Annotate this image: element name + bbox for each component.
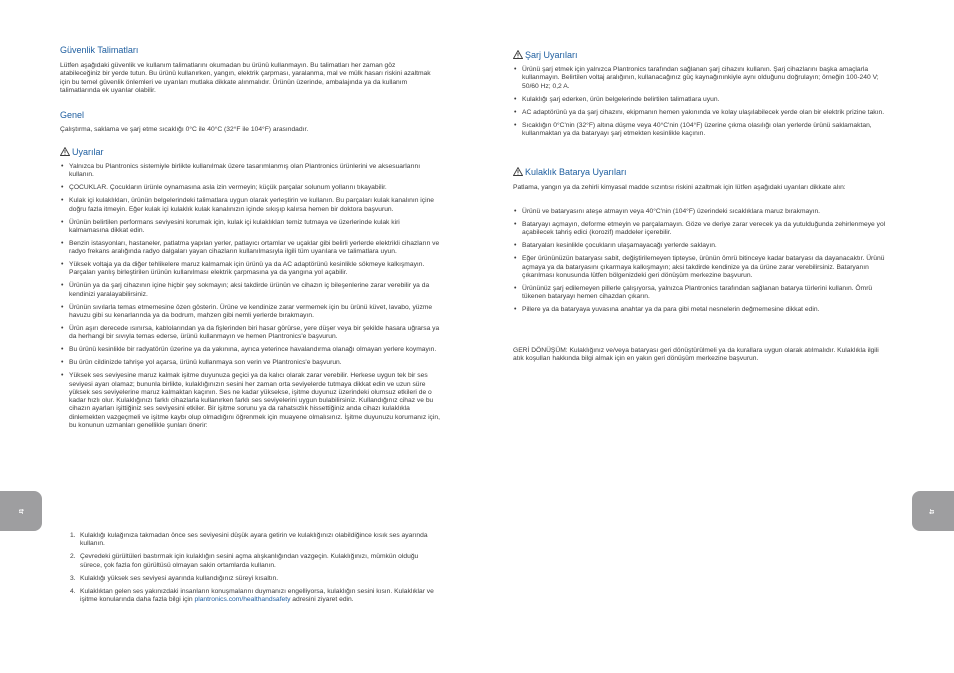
battery-heading-text: Kulaklık Batarya Uyarıları: [525, 167, 627, 177]
list-item: • Bu ürünü kesinlikle bir radyatörün üzerine ya da yakınına, ayrıca yeterince havalandırma olanağı olmayan yerlere koymayın.: [60, 346, 440, 354]
recycle-note: GERİ DÖNÜŞÜM: Kulaklığınız ve/veya bataryası geri dönüştürülmeli ya da kurallara uygun olarak atılmalıdır. Kulaklıkla ilgili atık koşulları hakkında bilgi almak için en yakın geri dönüşüm merkezine başvurun.: [513, 347, 879, 363]
list-item: • Kulaklığı şarj ederken, ürün belgelerinde belirtilen talimatlara uyun.: [513, 96, 889, 104]
list-item: • Eğer ürününüzün bataryası sabit, değiştirilemeyen tipteyse, ürünün ömrü bitinceye kadar bataryası da dayanacaktır. Ürünü açmaya ya da bataryasını çıkarmaya kalkışmayın; aksi takdirde kendinize ya da ürüne zarar verebilirsiniz. Bataryanın çıkarılması konusunda lütfen bölgenizdeki geri dönüşüm merkezine başvurun.: [513, 255, 889, 280]
list-item: • Yüksek ses seviyesine maruz kalmak işitme duyunuza geçici ya da kalıcı olarak zarar verebilir. Herkese uygun tek bir ses seviyesi ayarı olamaz; bununla birlikte, kulaklığınızın sesini her zaman orta seviyelerde tutmaya dikkat edin ve uzun süre yüksek ses seviyelerine maruz kalmaktan kaçının. Ses ne kadar yüksekse, işitme duyunuz üzerindeki olumsuz etkileri de o kadar hızlı olur. Kulaklığınızı farklı cihazlarla kullanırken farklı ses seviyelerini uygun bulabilirsiniz. Kullandığınız cihaz ve bu cihazın ayarları işittiğiniz ses seviyesini etkiler. Bir işitme sorunu ya da rahatsızlık hissettiğiniz anda cihazı kulaklıkla dinlemekten vazgeçmeli ve işitme kaybı olup olmadığını öğrenmek için muayene olmalısınız. İşitme duyunuzu korumanız için, bu konunun uzmanları genellikle şunları önerir:: [60, 372, 440, 430]
list-item: • Ürününüz şarj edilemeyen pillerle çalışıyorsa, yalnızca Plantronics tarafından sağlanan batarya türlerini kullanın. Ömrü tükenen bataryayı hemen cihazdan çıkarın.: [513, 285, 889, 302]
warnings-heading-text: Uyarılar: [72, 147, 104, 157]
item-number: 4.: [70, 587, 76, 595]
charging-heading: [513, 50, 578, 62]
language-tab-left: [0, 491, 42, 531]
safety-body: Lütfen aşağıdaki güvenlik ve kullanım talimatlarını okumadan bu ürünü kullanmayın. Bu talimatları her zaman göz atabileceğiniz bir yerde tutun. Bu ürünü kullanırken, yangın, elektrik çarpması, yaralanma, mal ve mülk hasarı riskini azaltmak için bu temel güvenlik önlemleri ve uyarıları mutlaka dikkate alınmalıdır. Ürünün üzerinde, ambalajında ya da kullanım talimatlarında ek uyarılar olabilir.: [60, 62, 431, 94]
numbered-item: [70, 532, 440, 549]
numbered-item: [70, 575, 440, 583]
battery-heading: [513, 167, 627, 179]
list-item: • Yüksek voltaja ya da diğer tehlikelere maruz kalmamak için ürünü ya da AC adaptörünü kesinlikle sökmeye kalkışmayın. Parçaları yanlış birleştirilen ürünün kullanılması elektrik çarpmasına ya da yangına yol açabilir.: [60, 261, 440, 278]
list-item: • Ürünün sıvılarla temas etmemesine özen gösterin. Ürüne ve kendinize zarar vermemek için bu ürünü küvet, lavabo, yüzme havuzu gibi su kenarlarında ya da bodrum, mahzen gibi nemli yerlerde bırakmayın.: [60, 304, 440, 321]
general-body: Çalıştırma, saklama ve şarj etme sıcaklığı 0°C ile 40°C (32°F ile 104°F) arasındadır.: [60, 126, 309, 133]
safety-heading: Güvenlik Talimatları: [60, 45, 139, 55]
warnings-heading: [60, 147, 104, 159]
charging-list: [513, 66, 889, 143]
hearing-tips-list: [70, 532, 440, 609]
list-item: • Ürün aşırı derecede ısınırsa, kablolarından ya da fişlerinden biri hasar görürse, yere düşer veya bir şekilde hasara uğrarsa ya da herhangi bir sıvıyla temas ederse, ürünü kullanmayın ve hemen Plantronics'e başvurun.: [60, 325, 440, 342]
list-item: • ÇOCUKLAR. Çocukların ürünle oynamasına asla izin vermeyin; küçük parçalar solunum yollarını tıkayabilir.: [60, 184, 440, 192]
numbered-item: [70, 588, 440, 605]
list-item: • Kulak içi kulaklıkları, ürünün belgelerindeki talimatlara uygun olarak yerleştirin ve kullanın. Bu parçaları kulak kanalının içine doğru fazla itmeyin. Eğer kulak içi kulaklık kulak kanalınızın içinde sıkışıp kalırsa hemen bir doktora başvurun.: [60, 197, 440, 214]
warnings-list: [60, 163, 440, 435]
item-number: 3.: [70, 574, 76, 582]
item-number: 2.: [70, 553, 76, 561]
item-text: Kulaklıktan gelen ses yakınızdaki insanların konuşmalarını duymanızı engelliyorsa, kulaklığın sesini kısın. Kulaklıklar ve işitme konularında daha fazla bilgi için: [80, 587, 434, 603]
warning-triangle-icon: [513, 167, 523, 179]
item-text: Kulaklığı kulağınıza takmadan önce ses seviyesini düşük ayara getirin ve kulaklığınızı olabildiğince kısık ses ayarında kullanın.: [80, 532, 428, 548]
list-item: • Ürünün belirtilen performans seviyesini korumak için, kulak içi kulaklıkları temiz tutmaya ve üzerlerinde kulak kiri kalmamasına dikkat edin.: [60, 219, 440, 236]
item-text: Kulaklığı yüksek ses seviyesi ayarında kullandığınız süreyi kısaltın.: [80, 574, 279, 582]
list-item: • Bataryayı açmayın, deforme etmeyin ve parçalamayın. Göze ve deriye zarar verecek ya da yutulduğunda zehirlenmeye yol açabilecek tahriş edici (korozif) maddeler içerebilir.: [513, 221, 889, 238]
list-item: • Ürünün ya da şarj cihazının içine hiçbir şey sokmayın; aksi takdirde ürünün ve cihazın iç bileşenlerine zarar verebilir ya da kendinizi yaralayabilirsiniz.: [60, 282, 440, 299]
list-item: • AC adaptörünü ya da şarj cihazını, ekipmanın hemen yakınında ve kolay ulaşılabilecek yerde olan bir elektrik prizine takın.: [513, 109, 889, 117]
battery-intro: Patlama, yangın ya da zehirli kimyasal madde sızıntısı riskini azaltmak için lütfen aşağıdaki uyarıları dikkate alın:: [513, 184, 846, 191]
item-text-end: adresini ziyaret edin.: [290, 595, 354, 603]
warning-triangle-icon: [60, 147, 70, 159]
list-item: • Bu ürün cildinizde tahrişe yol açarsa, ürünü kullanmaya son verin ve Plantronics'e başvurun.: [60, 359, 440, 367]
list-item: • Yalnızca bu Plantronics sistemiyle birlikte kullanılmak üzere tasarımlanmış olan Plantronics ürünlerini ve aksesuarlarını kullanın.: [60, 163, 440, 180]
health-safety-link[interactable]: plantronics.com/healthandsafety: [194, 595, 291, 603]
numbered-item: [70, 553, 440, 570]
charging-heading-text: Şarj Uyarıları: [525, 50, 578, 60]
list-item: • Ürünü şarj etmek için yalnızca Plantronics tarafından sağlanan şarj cihazını kullanın. Şarj cihazlarını başka amaçlarla kullanmayın. Belirtilen voltaj aralığının, kullanacağınız güç kaynağınınkiyle aynı olduğunu doğrulayın; örneğin 100-240 V; 50/60 Hz; 0,2 A.: [513, 66, 889, 91]
battery-list: [513, 208, 889, 319]
warning-triangle-icon: [513, 50, 523, 62]
item-number: 1.: [70, 532, 76, 539]
list-item: • Bataryaları kesinlikle çocukların ulaşamayacağı yerlerde saklayın.: [513, 242, 889, 250]
language-tab-label: tr: [17, 508, 25, 514]
language-tab-right: [912, 491, 954, 531]
item-text: Çevredeki gürültüleri bastırmak için kulaklığın sesini açma alışkanlığından vazgeçin. Kulaklığınızı, mümkün olduğu sürece, çok fazla fon gürültüsü olmayan sakin ortamlarda kullanın.: [80, 553, 419, 569]
list-item: • Ürünü ve bataryasını ateşe atmayın veya 40°C'nin (104°F) üzerindeki sıcaklıklara maruz bırakmayın.: [513, 208, 889, 216]
list-item: • Benzin istasyonları, hastaneler, patlatma yapılan yerler, patlayıcı ortamlar ve uçaklar gibi belirli yerlerde elektrikli cihazların ve radyo frekans aralığında radyo dalgaları yayan cihazların kullanılmasıyla ilgili tüm uyarılara ve talimatlara uyun.: [60, 240, 440, 257]
general-heading: Genel: [60, 110, 85, 120]
list-item: • Sıcaklığın 0°C'nin (32°F) altına düşme veya 40°C'nin (104°F) üzerine çıkma olasılığı olan yerlerde ürünü saklamaktan, kullanmaktan ya da bataryayı şarj etmekten kesinlikle kaçının.: [513, 122, 889, 139]
language-tab-label: tr: [929, 508, 937, 514]
list-item: • Pillere ya da bataryaya yuvasına anahtar ya da para gibi metal nesnelerin değmemesine dikkat edin.: [513, 306, 889, 314]
